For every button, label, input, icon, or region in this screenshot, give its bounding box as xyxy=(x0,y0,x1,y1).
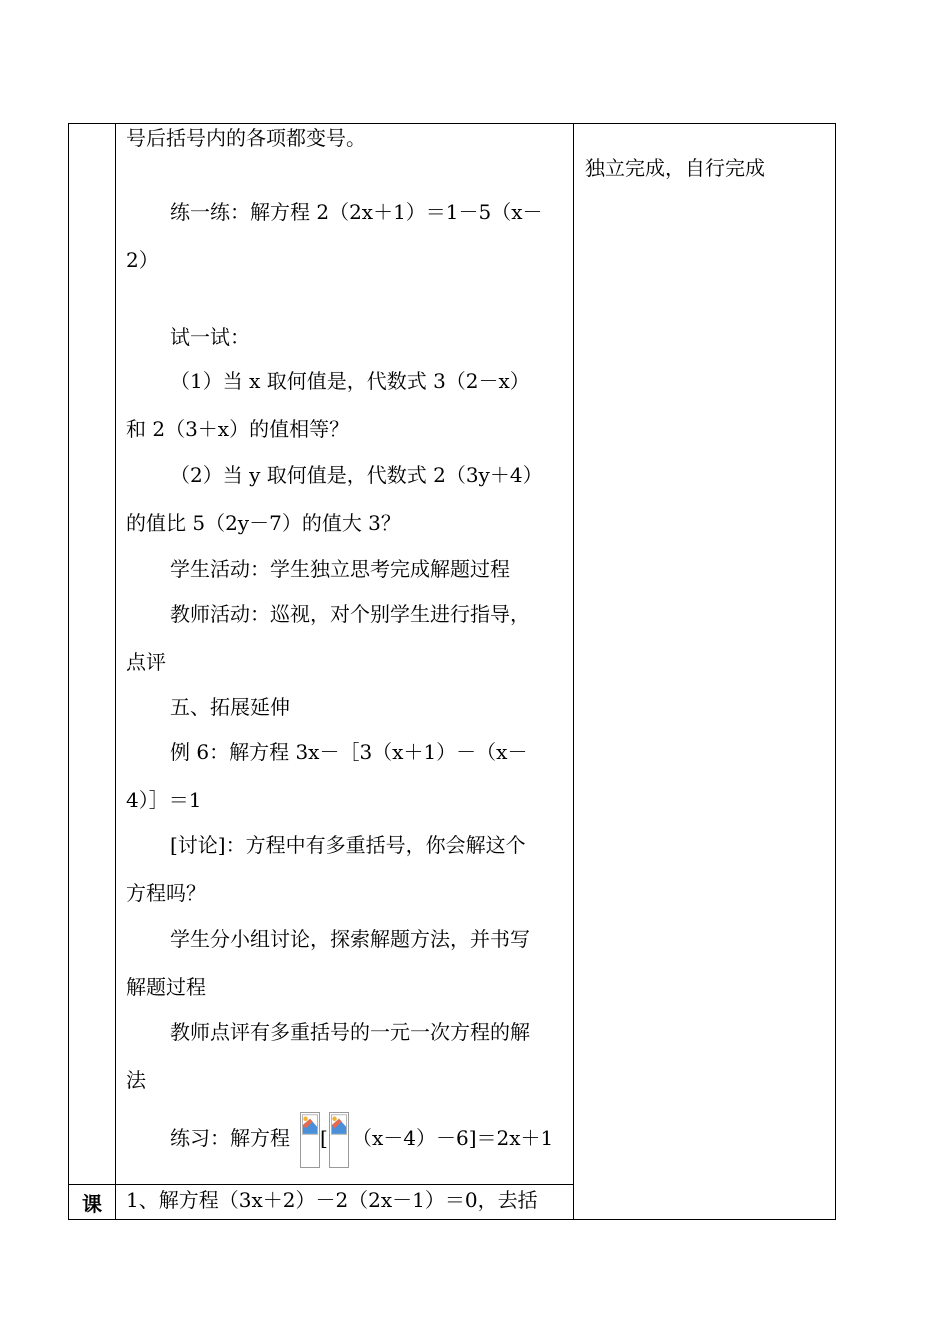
exercise-suffix: （x－4）－6]＝2x＋1 xyxy=(352,1126,554,1150)
exercise-prefix: 练习：解方程 xyxy=(170,1126,290,1150)
text-line: 学生分小组讨论，探索解题方法，并书写 xyxy=(170,927,530,951)
text-line: 和 2（3＋x）的值相等？ xyxy=(126,417,350,441)
broken-image-icon xyxy=(329,1112,349,1168)
text-line: 2） xyxy=(126,248,159,272)
text-line: 法 xyxy=(126,1068,146,1092)
text-line: 练一练：解方程 2（2x＋1）＝1－5（x－ xyxy=(170,200,543,224)
section-heading: 五、拓展延伸 xyxy=(170,695,290,719)
text-line: 点评 xyxy=(126,650,166,674)
row-label: 课 xyxy=(82,1192,102,1216)
table-col-divider-1 xyxy=(115,123,116,1220)
text-line: 1、解方程（3x＋2）－2（2x－1）＝0，去括 xyxy=(126,1188,538,1212)
text-line: 试一试： xyxy=(170,325,250,349)
table-top-border xyxy=(68,123,836,124)
text-line: 的值比 5（2y－7）的值大 3？ xyxy=(126,511,401,535)
table-bottom-border xyxy=(68,1219,836,1220)
exercise-bracket: [ xyxy=(320,1126,328,1150)
text-line: 方程吗？ xyxy=(126,881,206,905)
text-line: 学生活动：学生独立思考完成解题过程 xyxy=(170,557,510,581)
text-line: 号后括号内的各项都变号。 xyxy=(126,126,366,150)
text-line: [讨论]：方程中有多重括号，你会解这个 xyxy=(170,833,526,857)
image-placeholder-icon xyxy=(302,1114,318,1136)
text-line: 教师点评有多重括号的一元一次方程的解 xyxy=(170,1020,530,1044)
text-line: 4）］＝1 xyxy=(126,788,202,812)
broken-image-icon xyxy=(300,1112,320,1168)
text-line: 例 6：解方程 3x－［3（x＋1）－（x－ xyxy=(170,740,528,764)
image-placeholder-icon xyxy=(331,1114,347,1136)
right-column-note: 独立完成，自行完成 xyxy=(585,156,765,180)
text-line: 教师活动：巡视，对个别学生进行指导， xyxy=(170,602,530,626)
table-right-border xyxy=(835,123,836,1220)
text-line: （1）当 x 取何值是，代数式 3（2－x） xyxy=(170,369,530,393)
table-left-border xyxy=(68,123,69,1220)
text-line: 解题过程 xyxy=(126,975,206,999)
table-row-divider xyxy=(68,1184,574,1185)
text-line: （2）当 y 取何值是，代数式 2（3y＋4） xyxy=(170,463,543,487)
table-col-divider-2 xyxy=(573,123,574,1220)
